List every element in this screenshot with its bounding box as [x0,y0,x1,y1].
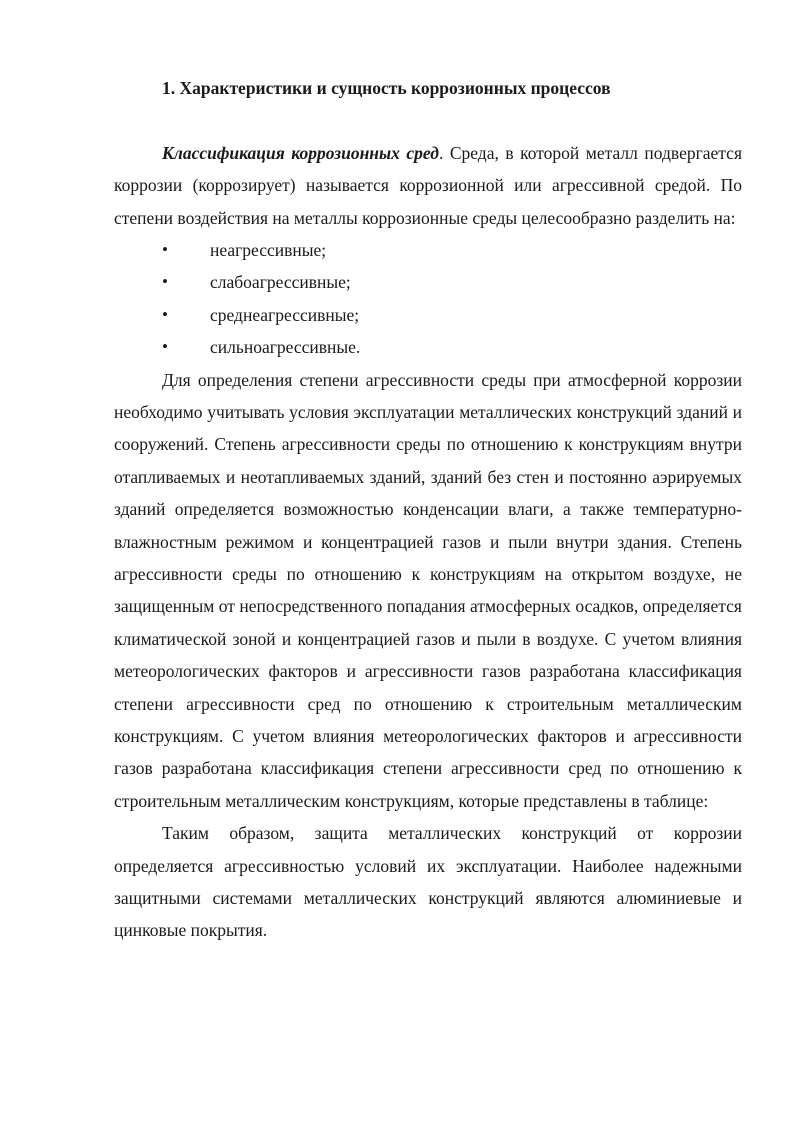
intro-text: . Среда, в которой металл подвергается коррозии (коррозирует) называется коррозионной или агрессивной средой. По степени воздействия на металлы коррозионные среды целесообразно разделить на: [114,142,742,228]
list-item [114,266,742,298]
section-heading: 1. Характеристики и сущность коррозионных процессов [162,78,611,98]
list-item [114,234,742,266]
bullet-icon: • [162,337,168,357]
environment-list [114,234,742,364]
bullet-icon: • [162,272,168,292]
list-item [114,299,742,331]
body-paragraph: Для определения степени агрессивности среды при атмосферной коррозии необходимо учитывать условия эксплуатации металлических конструкций зданий и сооружений. Степень агрессивности среды по отношению к конструкциям внутри отапливаемых и неотапливаемых зданий, зданий без стен и постоянно аэрируемых зданий определяется возможностью конденсации влаги, а также температурно-влажностным режимом и концентрацией газов и пыли внутри здания. Степень агрессивности среды по отношению к конструкциям на открытом воздухе, не защищенным от непосредственного попадания атмосферных осадков, определяется климатической зоной и концентрацией газов и пыли в воздухе. С учетом влияния метеорологических факторов и агрессивности газов разработана классификация степени агрессивности сред по отношению к строительным металлическим конструкциям. С учетом влияния метеорологических факторов и агрессивности газов разработана классификация степени агрессивности сред по отношению к строительным металлическим конструкциям, которые представлены в таблице: [114,369,742,811]
intro-paragraph [114,137,742,234]
list-item [114,331,742,363]
bullet-icon: • [162,240,168,260]
list-item-text: сильноагрессивные. [210,337,361,358]
document-body [114,72,742,947]
bullet-icon: • [162,304,168,324]
conclusion-paragraph: Таким образом, защита металлических конструкций от коррозии определяется агрессивностью условий их эксплуатации. Наиболее надежными защитными системами металлических конструкций являются алюминиевые и цинковые покрытия. [114,823,742,941]
lead-term: Классификация коррозионных сред [162,142,439,163]
list-item-text: неагрессивные; [210,240,327,261]
list-item-text: слабоагрессивные; [210,272,351,293]
list-item-text: среднеагрессивные; [210,304,360,325]
